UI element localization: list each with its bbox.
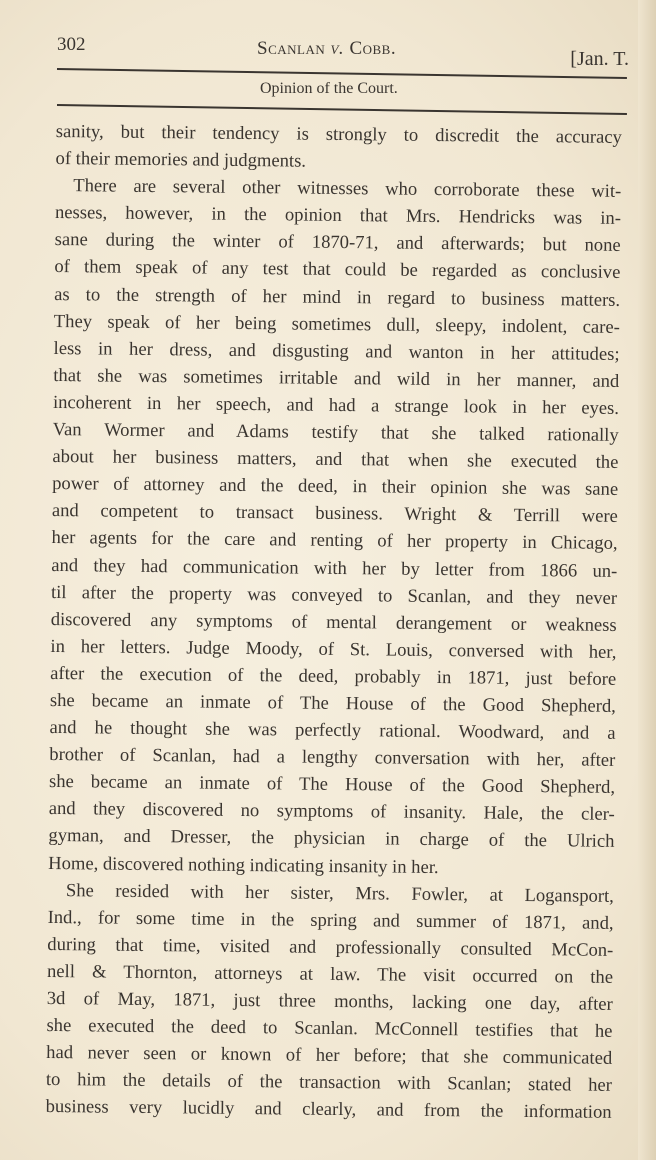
text-line: after the execution of the deed, probably in 1871, just before (50, 662, 617, 690)
page-number: 302 (57, 34, 86, 55)
text-line: Home, discovered nothing indicating insanity in her. (48, 852, 439, 878)
text-line: in her letters. Judge Moody, of St. Louis, conversed with her, (50, 635, 617, 663)
text-line: and competent to transact business. Wright & Terrill were (51, 500, 618, 528)
text-line: she became an inmate of The House of the Good Shepherd, (48, 771, 616, 799)
text-line: sane during the winter of 1870-71, and afterwards; but none (54, 229, 621, 257)
text-line: of them speak of any test that could be regarded as conclusive (54, 256, 621, 284)
court-term: [Jan. T. (570, 48, 629, 70)
text-line: sanity, but their tendency is strongly to discredit the accuracy (55, 120, 622, 148)
section-subheading: Opinion of the Court. (260, 80, 398, 97)
text-line: incoherent in her speech, and had a strange look in her eyes. (52, 391, 620, 419)
text-line: to him the details of the transaction with Scanlan; stated her (45, 1069, 613, 1097)
text-line: nesses, however, in the opinion that Mrs. Hendricks was in- (54, 202, 622, 230)
text-line: discovered any symptoms of mental derangement or weakness (50, 608, 617, 636)
header-rule-top (57, 68, 627, 78)
running-header (57, 34, 629, 70)
text-line: Ind., for some time in the spring and summer of 1871, and, (47, 906, 614, 934)
body-text (46, 118, 622, 1126)
text-line: til after the property was conveyed to Scanlan, and they never (50, 581, 618, 609)
header-rule-bottom (57, 104, 627, 114)
text-line: brother of Scanlan, had a lengthy conversation with her, after (49, 744, 616, 772)
text-line: about her business matters, and that when she executed the (52, 446, 619, 474)
case-title-left: Scanlan (257, 38, 326, 59)
case-title-versus: v. (330, 38, 345, 59)
text-line: gyman, and Dresser, the physician in charge of the Ulrich (48, 825, 615, 853)
page-edge-shadow (638, 0, 656, 1160)
text-line: They speak of her being sometimes dull, sleepy, indolent, care- (53, 310, 620, 338)
text-line: less in her dress, and disgusting and wanton in her attitudes; (53, 337, 620, 365)
text-line: nell & Thornton, attorneys at law. The visit occurred on the (46, 960, 614, 988)
text-line: her agents for the care and renting of her property in Chicago, (51, 527, 618, 555)
text-line: She resided with her sister, Mrs. Fowler, at Logansport, (65, 879, 614, 907)
text-line: There are several other witnesses who corroborate these wit- (73, 175, 622, 203)
text-line: and they discovered no symptoms of insanity. Hale, the cler- (48, 798, 615, 826)
text-line: she executed the deed to Scanlan. McConnell testifies that he (46, 1015, 613, 1042)
text-line: and he thought she was perfectly rational. Woodward, and a (49, 717, 616, 744)
text-line: she became an inmate of The House of the Good Shepherd, (49, 689, 616, 717)
case-title (257, 38, 396, 60)
text-line: had never seen or known of her before; that she communicated (46, 1042, 613, 1070)
text-line: Van Wormer and Adams testify that she talked rationally (52, 419, 619, 446)
text-line: that she was sometimes irritable and wild in her manner, and (53, 364, 620, 392)
text-line: as to the strength of her mind in regard to business matters. (54, 283, 621, 311)
text-line: business very lucidly and clearly, and from the information (45, 1096, 612, 1124)
text-line: of their memories and judgments. (55, 148, 307, 172)
text-line: during that time, visited and professionally consulted McCon- (47, 933, 614, 961)
case-title-right: Cobb. (349, 38, 397, 59)
text-line: power of attorney and the deed, in their opinion she was sane (52, 473, 619, 501)
text-line: and they had communication with her by letter from 1866 un- (51, 554, 618, 582)
text-line: 3d of May, 1871, just three months, lacking one day, after (46, 987, 613, 1015)
